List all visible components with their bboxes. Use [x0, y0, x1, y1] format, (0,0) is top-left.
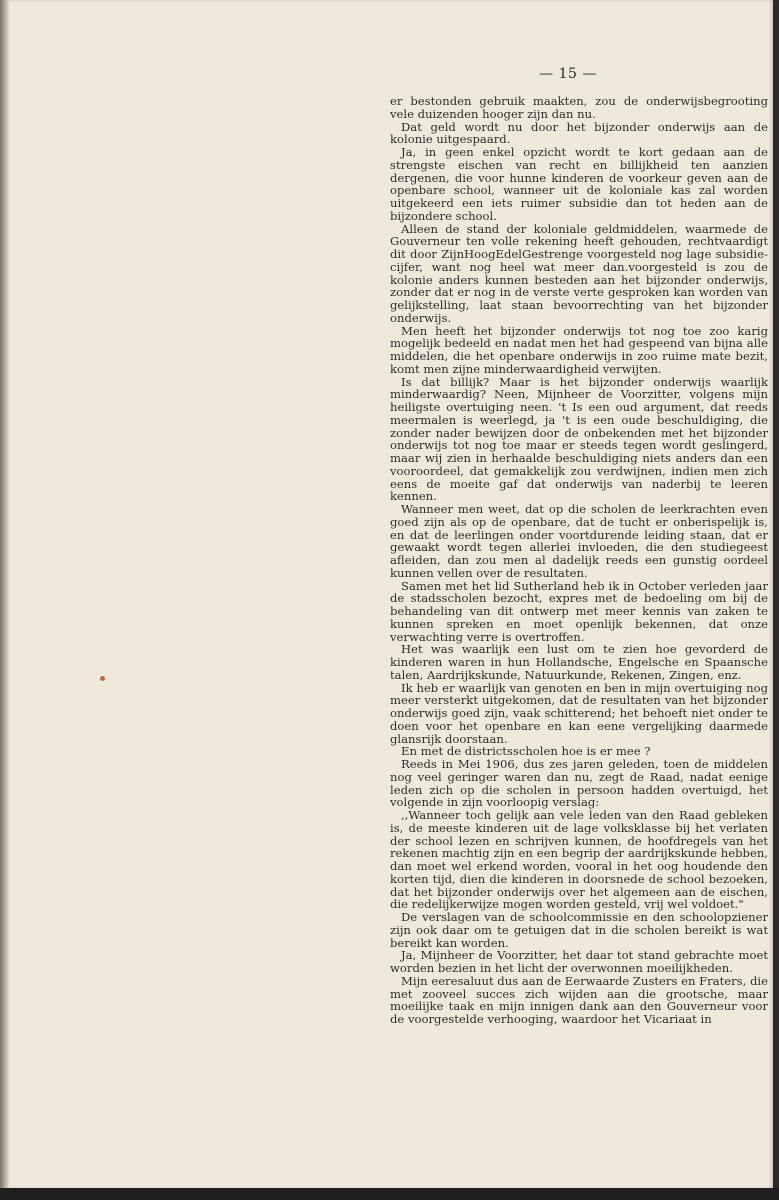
paragraph: De verslagen van de schoolcommissie en den schoolopziener zijn ook daar om te getuigen dat in die scholen bereikt is wat bereikt kan worden.: [390, 910, 768, 950]
binding-gutter: [0, 0, 9, 1188]
paragraph: Mijn eeresaluut dus aan de Eerwaarde Zusters en Fraters, die met zooveel succes zich wijden aan die grootsche, maar moeilijke taak en mijn innigen dank aan den Gouverneur voor de voorgestelde verhooging, waardoor het Vicariaat in: [390, 973, 768, 1026]
paragraph: Dat geld wordt nu door het bijzonder onderwijs aan de kolonie uitgespaard.: [390, 119, 768, 147]
margin-spot: [100, 676, 105, 681]
page-number: — 15 —: [539, 66, 597, 82]
paragraph: Samen met het lid Sutherland heb ik in October verleden jaar de stadsscholen bezocht, expres met de bedoeling om bij de behandeling van dit ontwerp met meer kennis van zaken te kunnen spreken en moet openlijk bekennen, dat onze verwachting verre is overtroffen.: [390, 578, 768, 644]
paragraph: ,,Wanneer toch gelijk aan vele leden van den Raad gebleken is, de meeste kinderen uit de lage volksklasse bij het verlaten der school lezen en schrijven kunnen, de hoofdregels van het rekenen machtig zijn en een begrip der aardrijkskunde hebben, dan moet wel erkend worden, vooral in het oog houdende den korten tijd, dien die kinderen in doorsnede de school bezoeken, dat het bijzonder onderwijs over het algemeen aan de eischen, die redelijkerwijze mogen worden gesteld, vrij wel voldoet.": [390, 808, 768, 912]
text-column: [390, 95, 768, 1026]
paragraph: Ja, in geen enkel opzicht wordt te kort gedaan aan de strengste eischen van recht en billijkheid ten aanzien dergenen, die voor hunne kinderen de voorkeur geven aan de openbare school, wanneer uit de koloniale kas zal worden uitgekeerd een iets ruimer subsidie dan tot heden aan de bijzondere school.: [390, 145, 768, 223]
paragraph: Is dat billijk? Maar is het bijzonder onderwijs waarlijk minderwaardig? Neen, Mijnheer de Voorzitter, volgens mijn heiligste overtuiging neen. 't Is een oud argument, dat reeds meermalen is weerlegd, ja 't is een oude beschuldiging, die zonder nader bewijzen door de onbekenden met het bijzonder onderwijs tot nog toe maar er steeds tegen wordt geslingerd, maar wij zien in herhaalde beschuldiging niets anders dan een vooroordeel, dat gemakkelijk zou verdwijnen, indien men zich eens de moeite gaf dat onderwijs van naderbij te leeren kennen.: [390, 374, 768, 504]
paragraph: En met de districtsscholen hoe is er mee ?: [401, 744, 651, 759]
paragraph: Het was waarlijk een lust om te zien hoe gevorderd de kinderen waren in hun Hollandsche, Engelsche en Spaansche talen, Aardrijkskunde, Natuurkunde, Rekenen, Zingen, enz.: [390, 642, 768, 682]
paragraph: Alleen de stand der koloniale geldmiddelen, waarmede de Gouverneur ten volle rekening heeft gehouden, rechtvaardigt dit door ZijnHoogEdelGestrenge voorgesteld nog lage subsidie-cijfer, want nog heel wat meer dan.voorgesteld is zou de kolonie anders kunnen besteden aan het bijzonder onderwijs, zonder dat er nog in de verste verte gesproken kan worden van gelijkstelling, laat staan bevoorrechting van het bijzonder onderwijs.: [390, 221, 768, 325]
paragraph: Ja, Mijnheer de Voorzitter, het daar tot stand gebrachte moet worden bezien in het licht der overwonnen moeilijkheden.: [390, 948, 768, 975]
paragraph: Reeds in Mei 1906, dus zes jaren geleden, toen de middelen nog veel geringer waren dan nu, zegt de Raad, nadat eenige leden zich op die scholen in persoon hadden overtuigd, het volgende in zijn voorloopig verslag:: [390, 757, 768, 810]
paragraph: Ik heb er waarlijk van genoten en ben in mijn overtuiging nog meer versterkt uitgekomen, dat de resultaten van het bijzonder onderwijs goed zijn, vaak schitterend; het behoeft niet onder te doen voor het openbare en kan eene vergelijking daarmede glansrijk doorstaan.: [390, 680, 768, 746]
scan-bottom-edge: [0, 1188, 779, 1200]
paragraph: er bestonden gebruik maakten, zou de onderwijsbegrooting vele duizenden hooger zijn dan nu.: [390, 94, 768, 121]
paragraph: Men heeft het bijzonder onderwijs tot nog toe zoo karig mogelijk bedeeld en nadat men het had gespeend van bijna alle middelen, die het openbare onderwijs in zoo ruime mate bezit, komt men zijne minderwaardigheid verwijten.: [390, 323, 768, 376]
paragraph: Wanneer men weet, dat op die scholen de leerkrachten even goed zijn als op de openbare, dat de tucht er onberispelijk is, en dat de leerlingen onder voortdurende leiding staan, dat er gewaakt wordt tegen allerlei invloeden, die den studiegeest afleiden, dan zou men al dadelijk reeds een gunstig oordeel kunnen vellen over de resultaten.: [390, 502, 768, 580]
